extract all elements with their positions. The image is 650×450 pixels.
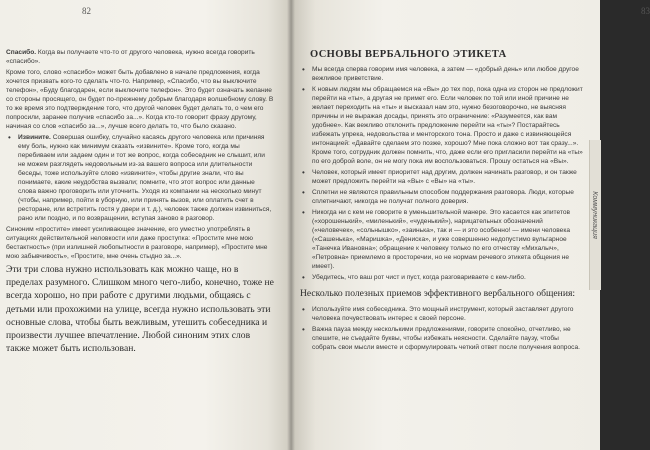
subheading-tips: Несколько полезных приемов эффективного вербального общения:: [300, 288, 576, 299]
bullet-use-name: • Используйте имя собеседника. Это мощный инструмент, который заставляет другого человека почувствовать интерес к своей персоне.: [300, 305, 585, 323]
left-page-number: 82: [82, 6, 91, 16]
right-page-number: 83: [641, 6, 650, 16]
text-sorry: Совершая ошибку, случайно касаясь другого человека или причиняя ему боль, нужно как минимум сказать «извините». Кроме того, когда мы перебиваем или задаем один и тот же вопрос, когда собеседник не слышит, или не можем разглядеть недовольным из-за вашего вопроса или длительности беседы, тоже используйте слово «извините», чтобы другие знали, что вы понимаете, какие неудобства вызвали; помните, что этот вопрос или данные слова важно проговорить или уточнить. Уходя из компании на несколько минут (чтобы, например, пойти в уборную, или принять вызов, или оплатить счет в ресторане, или встретить гостя у двери и т. д.), человек также должен извиниться, рано или поздно, и по возвращении, вступая заново в разговор.: [18, 134, 272, 222]
paragraph-thanks-usage: Кроме того, слово «спасибо» может быть добавлено в начале предложения, когда хочется призвать кого-то сделать что-то. Например, «Спасибо, что вы выключите телефон», «Буду благодарен, если выключите телефон». Это будет означать желание со стороны просящего, он будет по-прежнему добрым благодаря волшебному слову. В то же время это подтверждение того, что другой человек будет делать то, о чем его попросили, заранее получив «спасибо за...». Когда кто-то говорит фразу другому, начиная со слов «спасибо за...», лучше всего делать то, что было сказано.: [6, 69, 274, 130]
bullet-gossip: • Сплетни не являются правильным способом поддержания разговора. Люди, которые сплетничают, никогда не получат полного доверия.: [300, 188, 585, 206]
section-side-tab: [589, 140, 601, 290]
book-gutter: [287, 0, 295, 450]
bullet-pause: • Важна пауза между несколькими предложениями, говорите спокойно, отчетливо, не спешите, не съедайте буквы, чтобы избежать неясности. Сделайте паузу, чтобы собрать свои мысли вместе и сформулировать четкий ответ после получения вопроса.: [300, 325, 585, 352]
paragraph-forgive: Синоним «простите» имеет усиливающее значение, его уместно употреблять в ситуациях действительной неловкости или даже проступка: «Простите мне мою бестактность» (при излишней любопытности в разговоре, например), «Простите мне мою забывчивость», «Простите, мне очень стыдно за...».: [6, 226, 268, 260]
right-text-column: [300, 48, 585, 354]
paragraph-thanks: [6, 48, 274, 66]
bullet-sorry: [6, 133, 274, 223]
left-text-column: [6, 48, 274, 357]
chapter-title: ОСНОВЫ ВЕРБАЛЬНОГО ЭТИКЕТА: [310, 49, 507, 60]
text-thanks: Когда вы получаете что-то от другого человека, нужно всегда говорить «спасибо».: [6, 49, 255, 65]
bullet-diminutive: • Никогда ни с кем не говорите в уменьшительной манере. Это касается как эпитетов («хорошенький», «миленький», «чуденький»), нарицательных обозначений («человечек», «сольнышко», «заинька», так и — и это особенно! — имени человека («Сашенька», «Маришка», «Дениска», и уже совершенно недопустимо вульгарное «Танечка Ивановна»; обращение к человеку только по его отчеству «Михалыч», «Петровна» приемлемо в просторечии, но не нормам речевого этикета общения не имеет).: [300, 208, 585, 271]
term-sorry: Извините.: [18, 134, 51, 141]
paragraph-summary: Эти три слова нужно использовать как можно чаще, но в пределах разумного. Слишком много чего-либо, конечно, тоже не всегда хорошо, но при работе с другими людьми, общаясь с детьми или прохожими на улице, всегда нужно использовать эти основные слова, чтобы быть вежливым, утешить собеседника и произвести лучшее впечатление. Любой синоним этих слов также может быть использован.: [6, 264, 274, 355]
bullet-greeting: • Мы всегда сперва говорим имя человека, а затем — «добрый день» или любое другое вежливое приветствие.: [300, 65, 585, 83]
bullet-priority: • Человек, который имеет приоритет над другим, должен начинать разговор, и он также может предложить перейти на «Вы» с «Вы» на «ты».: [300, 168, 585, 186]
term-thanks: Спасибо.: [6, 49, 37, 56]
side-tab-label: Коммуникация: [591, 191, 598, 239]
bullet-mouth: • Убедитесь, что ваш рот чист и пуст, когда разговариваете с кем-либо.: [300, 273, 585, 282]
left-page: [0, 0, 291, 450]
bullet-address-vy: • К новым людям мы обращаемся на «Вы» до тех пор, пока одна из сторон не предложит перейти на «ты», а другая не примет его. Если человек по той или иной причине не желает переходить на «ты» и высказал нам это, нужно безоговорочно, не выясняя причины и не выражая досады, принять это ограничение: «Разумеется, как вам удобнее». Как вежливо отклонить предложение перейти на «ты»? Постарайтесь избежать упрека, недовольства и менторского тона. Просто и даже с извиняющейся интонацией: «Давайте сделаем это позже, хорошо? Мне пока сложно вот так сразу...». Кроме того, сотрудник должен помнить, что, даже если его пригласили перейти на «ты» по его доброй воле, он не могу пока им воспользоваться. Прошу остаться на «Вы».: [300, 85, 585, 166]
